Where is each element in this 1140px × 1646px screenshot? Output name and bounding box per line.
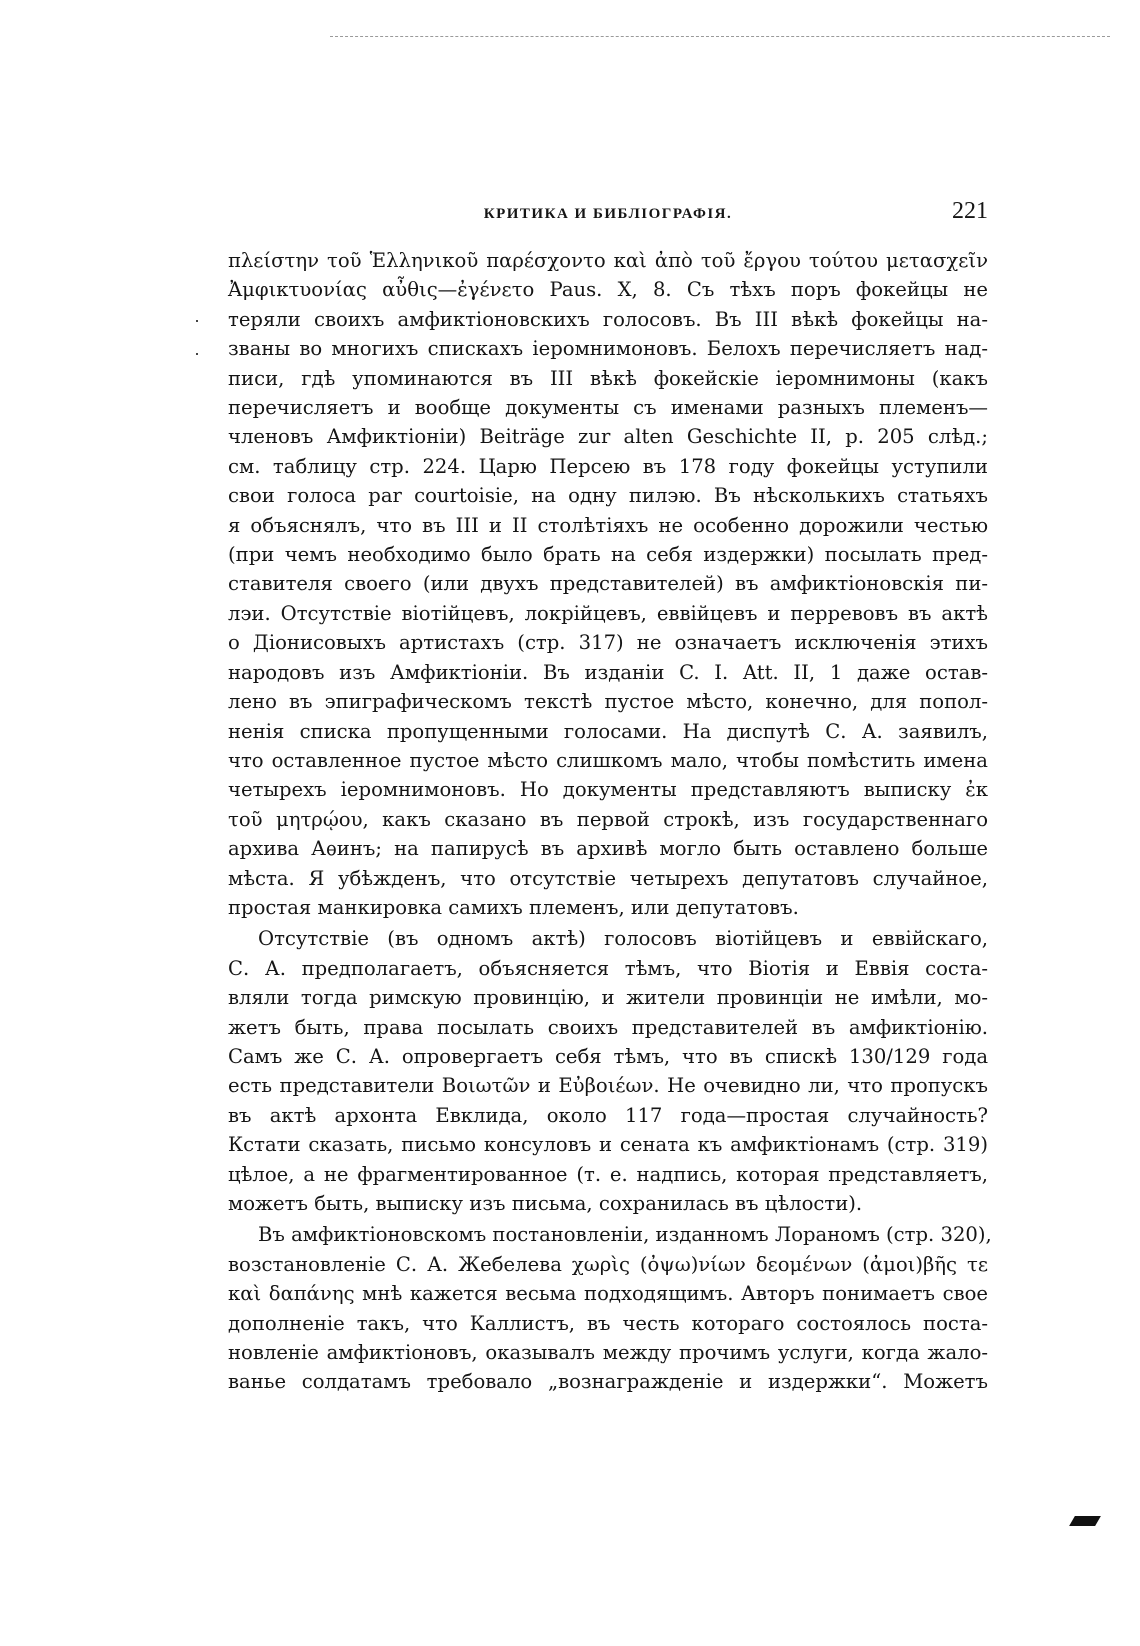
text-line: καὶ δαπάνης мнѣ кажется весьма подходящимъ. Авторъ понимаетъ свое: [228, 1282, 988, 1306]
text-line: вляли тогда римскую провинцію, и жители провинціи не имѣли, мо-: [228, 986, 988, 1010]
text-line: простая манкировка самихъ племенъ, или депутатовъ.: [228, 895, 799, 919]
text-line: архива Аѳинъ; на папирусѣ въ архивѣ могло быть оставлено больше: [228, 837, 988, 861]
text-line: теряли своихъ амфиктіоновскихъ голосовъ. Въ III вѣкѣ фокейцы на-: [228, 307, 988, 331]
text-line: есть представители Βοιωτῶν и Εὐβοιέων. Не очевидно ли, что пропускъ: [228, 1074, 988, 1098]
text-line: въ актѣ архонта Евклида, около 117 года—простая случайность?: [228, 1103, 988, 1127]
paragraph: [228, 246, 988, 922]
text-line: четырехъ іеромнимоновъ. Но документы представляютъ выписку ἐκ: [228, 778, 988, 802]
paragraph: [228, 924, 988, 1218]
text-line: членовъ Амфиктіоніи) Beiträge zur alten Geschichte II, p. 205 слѣд.;: [228, 425, 988, 449]
text-line: писи, гдѣ упоминаются въ III вѣкѣ фокейскіе іеромнимоны (какъ: [228, 366, 988, 390]
text-line: ненія списка пропущенными голосами. На диспутѣ С. А. заявилъ,: [228, 719, 988, 743]
paragraph: [228, 1220, 992, 1396]
body-text: [228, 246, 992, 1397]
text-line: жетъ быть, права посылать своихъ представителей въ амфиктіонію.: [228, 1015, 988, 1039]
text-line: Кстати сказать, письмо консуловъ и сената къ амфиктіонамъ (стр. 319): [228, 1133, 988, 1157]
text-line: цѣлое, а не фрагментированное (т. е. надпись, которая представляетъ,: [228, 1162, 988, 1186]
text-line: народовъ изъ Амфиктіоніи. Въ изданіи C. I. Att. II, 1 даже остав-: [228, 660, 988, 684]
text-line: τοῦ μητρῴου, какъ сказано въ первой строкѣ, изъ государственнаго: [228, 807, 988, 831]
running-title: КРИТИКА И БИБЛІОГРАФІЯ.: [483, 206, 733, 222]
text-line: (при чемъ необходимо было брать на себя издержки) посылать пред-: [228, 543, 988, 567]
text-line: лено въ эпиграфическомъ текстѣ пустое мѣсто, конечно, для попол-: [228, 690, 988, 714]
text-line: я объяснялъ, что въ III и II столѣтіяхъ не особенно дорожили честью: [228, 513, 988, 537]
text-line: возстановленіе С. А. Жебелева χωρὶς (ὀψω)νίων δεομένων (ἀμοι)βῆς τε: [228, 1252, 988, 1276]
text-line: свои голоса par courtoisie, на одну пилэю. Въ нѣсколькихъ статьяхъ: [228, 484, 988, 508]
margin-speck: [196, 353, 198, 355]
text-line: перечисляетъ и вообще документы съ именами разныхъ племенъ—: [228, 396, 988, 420]
text-line: см. таблицу стр. 224. Царю Персею въ 178 году фокейцы уступили: [228, 454, 988, 478]
scan-top-edge: [330, 36, 1110, 37]
text-line: С. А. предполагаетъ, объясняется тѣмъ, что Віотія и Еввія соста-: [228, 956, 988, 980]
running-head: [228, 196, 988, 236]
scan-corner-mark: [1069, 1516, 1101, 1526]
margin-speck: [196, 320, 198, 322]
text-line: званы во многихъ спискахъ іеромнимоновъ. Белохъ перечисляетъ над-: [228, 337, 988, 361]
text-line: Ἀμφικτυονίας αὖθις—ἐγένετο Paus. X, 8. Съ тѣхъ поръ фокейцы не: [228, 278, 988, 302]
text-line: Самъ же С. А. опровергаетъ себя тѣмъ, что въ спискѣ 130/129 года: [228, 1044, 988, 1068]
text-line: ванье солдатамъ требовало „вознагражденіе и издержки“. Можетъ: [228, 1370, 988, 1394]
text-line: о Діонисовыхъ артистахъ (стр. 317) не означаетъ исключенія этихъ: [228, 631, 988, 655]
text-line: πλείστην τοῦ Ἑλληνικοῦ παρέσχοντο καὶ ἀπὸ τοῦ ἔργου τούτου μετασχεῖν: [228, 249, 988, 272]
text-line: Отсутствіе (въ одномъ актѣ) голосовъ віотійцевъ и еввійскаго,: [258, 927, 988, 951]
text-line: лэи. Отсутствіе віотійцевъ, локрійцевъ, еввійцевъ и перревовъ въ актѣ: [228, 601, 988, 625]
text-line: мѣста. Я убѣжденъ, что отсутствіе четырехъ депутатовъ случайное,: [228, 866, 988, 890]
text-line: новленіе амфиктіоновъ, оказывалъ между прочимъ услуги, когда жало-: [228, 1341, 988, 1365]
text-line: ставителя своего (или двухъ представителей) въ амфиктіоновскія пи-: [228, 572, 988, 596]
text-line: можетъ быть, выписку изъ письма, сохранилась въ цѣлости).: [228, 1192, 863, 1215]
text-line: дополненіе такъ, что Каллистъ, въ честь котораго состоялось поста-: [228, 1311, 988, 1335]
page-number: 221: [952, 198, 988, 224]
book-page: [228, 196, 992, 1397]
text-line: Въ амфиктіоновскомъ постановленіи, изданномъ Лораномъ (стр. 320),: [258, 1223, 992, 1247]
text-line: что оставленное пустое мѣсто слишкомъ мало, чтобы помѣстить имена: [228, 748, 988, 772]
